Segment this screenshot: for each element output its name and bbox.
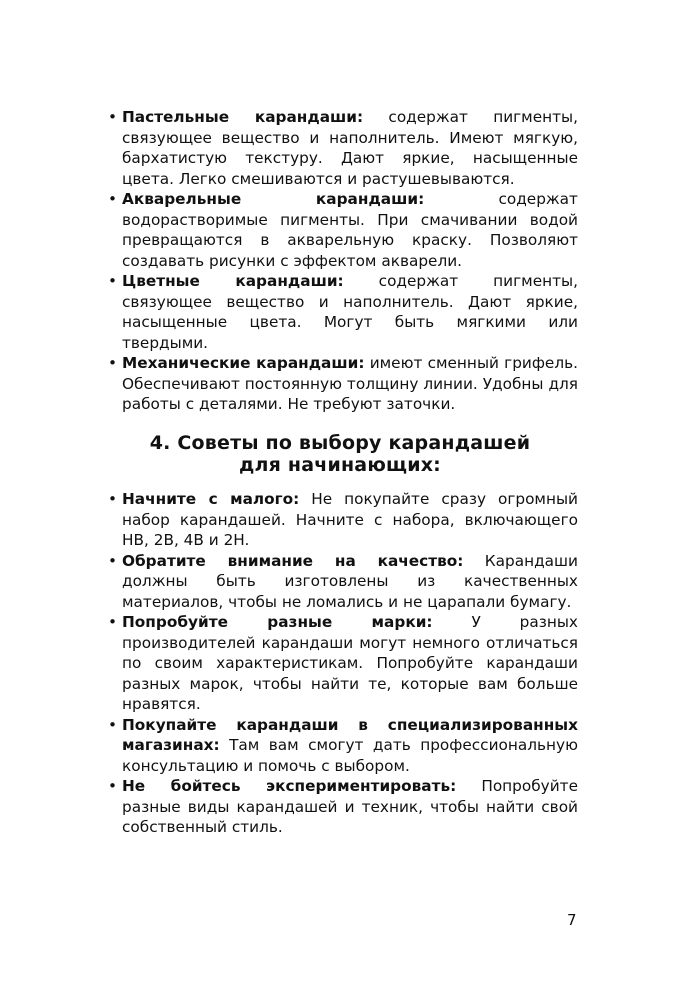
- bullet-icon: •: [108, 715, 118, 734]
- pencil-types-list: [108, 107, 578, 415]
- list-item: [108, 776, 578, 838]
- item-text: содержат пигменты, связующее вещество и наполнитель. Дают яркие, насыщенные цвета. Могут быть мягкими или твердыми.: [122, 272, 578, 352]
- section-heading: [100, 432, 580, 476]
- bullet-icon: •: [108, 777, 118, 795]
- heading-line-1: 4. Советы по выбору карандашей: [149, 432, 531, 454]
- bullet-icon: •: [108, 190, 118, 208]
- item-term: Акварельные карандаши:: [122, 190, 425, 208]
- item-text: содержат пигменты, связующее вещество и наполнитель. Имеют мягкую, бархатистую текстуру. Дают яркие, насыщенные цвета. Легко смешиваются и растушевываются.: [122, 108, 578, 188]
- bullet-icon: •: [108, 551, 118, 570]
- item-term: Начните с малого:: [122, 490, 300, 508]
- list-item: [108, 715, 578, 777]
- list-item: [108, 107, 578, 189]
- beginner-tips-list: [108, 489, 578, 838]
- item-term: Цветные карандаши:: [122, 272, 344, 290]
- item-text: содержат водорастворимые пигменты. При смачивании водой превращаются в акварельную краску. Позволяют создавать рисунки с эффектом акварели.: [122, 190, 578, 270]
- bullet-icon: •: [108, 272, 118, 290]
- list-item: [108, 271, 578, 353]
- list-item: [108, 489, 578, 551]
- bullet-icon: •: [108, 354, 118, 372]
- item-text: Карандаши должны быть изготовлены из качественных материалов, чтобы не ломались и не царапали бумагу.: [122, 551, 578, 611]
- item-term: Покупайте карандаши в специализированных магазинах:: [122, 715, 578, 754]
- item-text: Там вам смогут дать профессиональную консультацию и помочь с выбором.: [122, 736, 578, 775]
- item-term: Не бойтесь экспериментировать:: [122, 777, 457, 795]
- item-text: Попробуйте разные виды карандашей и техник, чтобы найти свой собственный стиль.: [122, 777, 578, 836]
- item-term: Пастельные карандаши:: [122, 108, 364, 126]
- item-text: Не покупайте сразу огромный набор карандашей. Начните с набора, включающего HB, 2B, 4B и 2H.: [122, 490, 578, 549]
- bullet-icon: •: [108, 613, 118, 631]
- list-item: [108, 612, 578, 715]
- item-term: Попробуйте разные марки:: [122, 613, 433, 631]
- bullet-icon: •: [108, 490, 118, 508]
- heading-line-2: для начинающих:: [239, 454, 441, 476]
- list-item: [108, 353, 578, 415]
- item-text: имеют сменный грифель. Обеспечивают постоянную толщину линии. Удобны для работы с деталями. Не требуют заточки.: [122, 354, 578, 413]
- page-number: 7: [567, 911, 577, 929]
- bullet-icon: •: [108, 108, 118, 126]
- item-text: У разных производителей карандаши могут немного отличаться по своим характеристикам. Попробуйте карандаши разных марок, чтобы найти те, которые вам больше нравятся.: [122, 613, 578, 713]
- list-item: [108, 551, 578, 613]
- item-term: Механические карандаши:: [122, 354, 365, 372]
- item-term: Обратите внимание на качество:: [122, 551, 464, 570]
- list-item: [108, 189, 578, 271]
